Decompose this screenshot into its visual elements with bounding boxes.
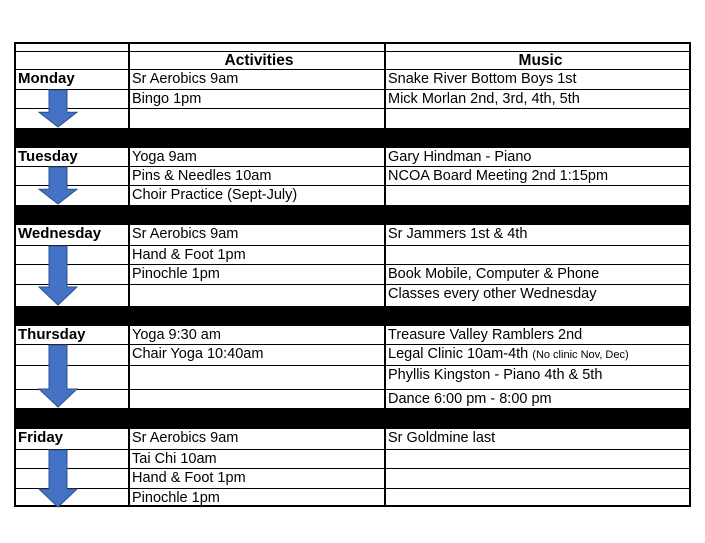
activity-cell: Hand & Foot 1pm bbox=[132, 247, 246, 263]
music-text: Sr Jammers 1st & 4th bbox=[388, 226, 528, 242]
schedule-row-wednesday bbox=[16, 246, 689, 265]
top-spacer-row bbox=[16, 44, 689, 52]
music-text: Phyllis Kingston - Piano 4th & 5th bbox=[388, 367, 603, 383]
activity-cell: Sr Aerobics 9am bbox=[132, 226, 239, 242]
schedule-row-thursday bbox=[16, 326, 689, 345]
music-cell bbox=[386, 246, 693, 264]
music-cell bbox=[386, 265, 693, 284]
activity-cell: Hand & Foot 1pm bbox=[132, 470, 246, 486]
music-text: Mick Morlan 2nd, 3rd, 4th, 5th bbox=[388, 91, 580, 107]
music-cell bbox=[386, 225, 693, 245]
activity-cell bbox=[130, 109, 386, 128]
schedule-row-friday bbox=[16, 450, 689, 469]
day-separator-bar bbox=[16, 409, 689, 429]
activity-cell: Pins & Needles 10am bbox=[132, 168, 272, 184]
music-cell bbox=[386, 450, 693, 468]
music-note: (No clinic Nov, Dec) bbox=[532, 349, 629, 361]
music-cell bbox=[386, 326, 693, 344]
schedule-table bbox=[14, 42, 691, 507]
down-arrow-icon bbox=[38, 246, 78, 305]
schedule-row-thursday bbox=[16, 345, 689, 366]
music-cell bbox=[386, 366, 693, 389]
music-text: Treasure Valley Ramblers 2nd bbox=[388, 327, 583, 343]
schedule-row-tuesday bbox=[16, 148, 689, 167]
activity-cell bbox=[130, 366, 386, 389]
day-label: Tuesday bbox=[18, 148, 78, 165]
schedule-row-thursday bbox=[16, 390, 689, 409]
schedule-row-friday bbox=[16, 429, 689, 450]
music-text: Book Mobile, Computer & Phone bbox=[388, 266, 600, 282]
music-cell bbox=[386, 70, 693, 89]
schedule-row-wednesday bbox=[16, 225, 689, 246]
music-text: Gary Hindman - Piano bbox=[388, 149, 532, 165]
day-separator-bar bbox=[16, 206, 689, 225]
schedule-row-friday bbox=[16, 469, 689, 489]
activity-cell: Choir Practice (Sept-July) bbox=[132, 187, 298, 203]
music-cell bbox=[386, 285, 693, 306]
day-separator-bar bbox=[16, 307, 689, 326]
schedule-row-monday bbox=[16, 109, 689, 129]
music-cell bbox=[386, 167, 693, 185]
schedule-row-monday bbox=[16, 70, 689, 90]
activity-cell: Yoga 9:30 am bbox=[132, 327, 221, 343]
music-text: Classes every other Wednesday bbox=[388, 286, 597, 302]
schedule-row-wednesday bbox=[16, 265, 689, 285]
activity-cell: Yoga 9am bbox=[132, 149, 197, 165]
activity-cell: Sr Aerobics 9am bbox=[132, 71, 239, 87]
column-divider bbox=[128, 44, 130, 505]
music-text: Legal Clinic 10am-4th bbox=[388, 346, 529, 362]
down-arrow-icon bbox=[38, 450, 78, 507]
header-row bbox=[16, 52, 689, 70]
schedule-row-wednesday bbox=[16, 285, 689, 307]
music-text: Sr Goldmine last bbox=[388, 430, 496, 446]
day-label: Monday bbox=[18, 70, 75, 87]
music-header: Music bbox=[518, 52, 563, 69]
schedule-row-monday bbox=[16, 90, 689, 109]
music-cell bbox=[386, 469, 693, 488]
activity-cell: Pinochle 1pm bbox=[132, 490, 220, 506]
activity-cell: Sr Aerobics 9am bbox=[132, 430, 239, 446]
schedule-row-tuesday bbox=[16, 167, 689, 186]
activity-cell bbox=[130, 285, 386, 306]
schedule-row-tuesday bbox=[16, 186, 689, 206]
music-cell bbox=[386, 148, 693, 166]
down-arrow-icon bbox=[38, 90, 78, 127]
music-cell bbox=[386, 390, 693, 408]
activity-cell: Tai Chi 10am bbox=[132, 451, 217, 467]
schedule-row-friday bbox=[16, 489, 689, 509]
schedule-row-thursday bbox=[16, 366, 689, 390]
music-cell bbox=[386, 90, 693, 108]
activity-cell: Pinochle 1pm bbox=[132, 266, 220, 282]
activity-cell: Chair Yoga 10:40am bbox=[132, 346, 264, 362]
column-divider bbox=[384, 44, 386, 505]
music-cell bbox=[386, 345, 693, 365]
music-text: Snake River Bottom Boys 1st bbox=[388, 71, 577, 87]
music-text: NCOA Board Meeting 2nd 1:15pm bbox=[388, 168, 609, 184]
music-cell bbox=[386, 489, 693, 509]
music-cell bbox=[386, 186, 693, 205]
day-label: Friday bbox=[18, 429, 64, 446]
day-separator-bar bbox=[16, 129, 689, 148]
activities-header: Activities bbox=[224, 52, 294, 69]
down-arrow-icon bbox=[38, 167, 78, 204]
music-cell bbox=[386, 429, 693, 449]
music-text: Dance 6:00 pm - 8:00 pm bbox=[388, 391, 552, 407]
activity-cell: Bingo 1pm bbox=[132, 91, 202, 107]
activity-cell bbox=[130, 390, 386, 408]
day-label: Thursday bbox=[18, 326, 86, 343]
down-arrow-icon bbox=[38, 345, 78, 407]
day-label: Wednesday bbox=[18, 225, 102, 242]
music-cell bbox=[386, 109, 693, 128]
